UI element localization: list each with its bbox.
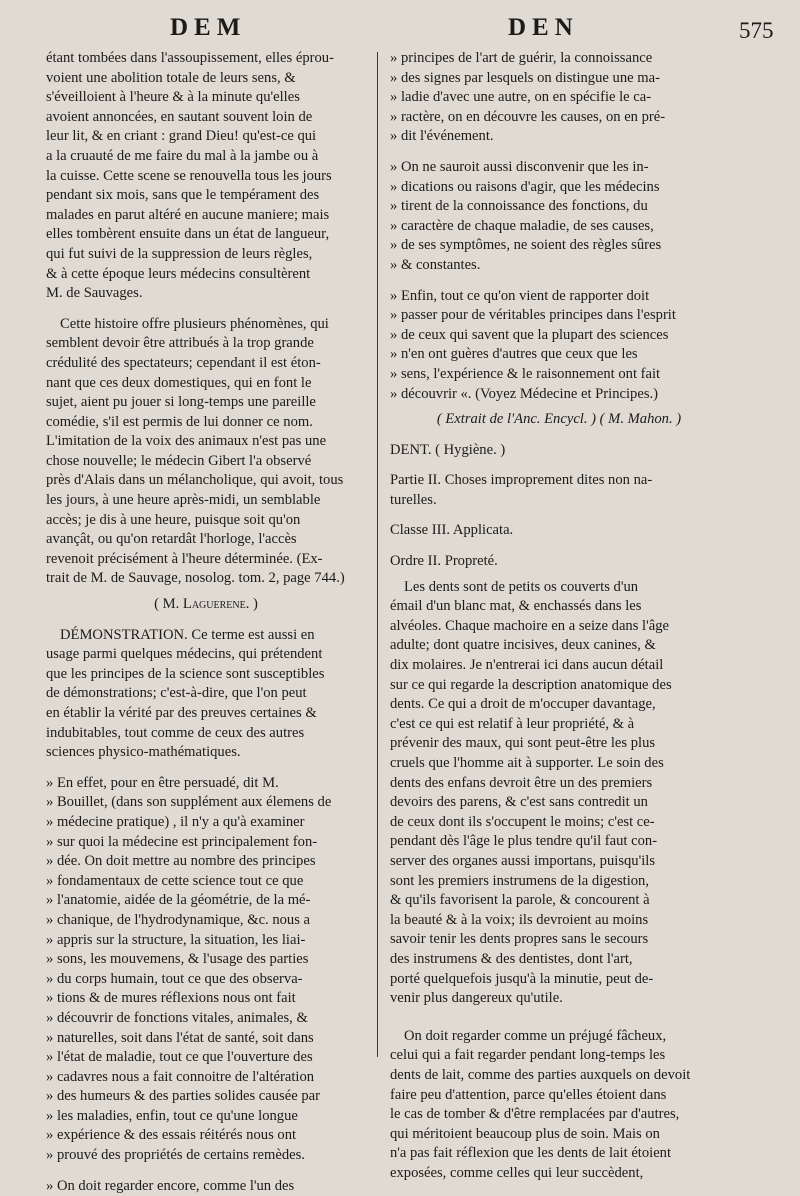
page-number: 575 — [739, 18, 774, 43]
column-divider — [377, 52, 378, 1057]
text-line: pendant six mois, sans que le tempérament des — [46, 187, 320, 204]
text-line: elles tombèrent ensuite dans un état de langueur, — [46, 226, 330, 243]
text-line: devoirs des parens, & c'est sans contredit un — [390, 794, 648, 811]
text-line: étant tombées dans l'assoupissement, elles éprou- — [46, 50, 334, 66]
text-line: qui fut suivi de la suppression de leurs règles, — [46, 245, 313, 262]
text-line: & à cette époque leurs médecins consultèrent — [46, 265, 311, 282]
text-line: M. de Sauvages. — [46, 285, 143, 302]
text-line: & qu'ils favorisent la parole, & concourent à — [390, 892, 650, 909]
text-line: crédulité des spectateurs; cependant il est éton- — [46, 354, 321, 371]
text-line: les jours, à une heure après-midi, un semblable — [46, 492, 321, 509]
text-line: indubitables, tout comme de ceux des autres — [46, 724, 305, 741]
text-line: » On ne sauroit aussi disconvenir que les in- — [390, 158, 649, 175]
text-line: sont les premiers instrumens de la digestion, — [390, 872, 649, 889]
text-line: celui qui a fait regarder pendant long-temps les — [390, 1047, 666, 1064]
text-line: dents. Ce qui a droit de m'occuper davantage, — [390, 696, 656, 713]
entry-title: DENT. ( Hygiène. ) — [390, 441, 506, 458]
text-line: » sur quoi la médecine est principalement fon- — [46, 833, 318, 850]
text-line: de démonstrations; c'est-à-dire, que l'on peut — [46, 685, 307, 702]
text-line: venir plus dangereux qu'utile. — [390, 990, 563, 1007]
right-para-2 — [390, 158, 728, 276]
entry-classe: Classe III. Applicata. — [390, 522, 514, 539]
text-line: pendant dès l'âge le plus tendre qu'il faut con- — [390, 833, 658, 850]
text-line: faire peu d'attention, parce qu'elles étoient dans — [390, 1086, 667, 1103]
text-line: » tions & de mures réflexions nous ont fait — [46, 990, 296, 1007]
text-line: de ceux dont ils s'occupent le moins; c'est ce- — [390, 813, 655, 830]
text-line: usage parmi quelques médecins, qui prétendent — [46, 646, 323, 663]
text-line: n'a pas fait réflexion que les dents de lait étoient — [390, 1145, 672, 1162]
signature-laguerene: ( M. Laguerene. ) — [154, 596, 258, 613]
text-line: » Bouillet, (dans son supplément aux élemens de — [46, 794, 332, 811]
text-line: » des signes par lesquels on distingue une ma- — [390, 69, 660, 86]
left-para-5 — [46, 1177, 366, 1196]
text-line: » appris sur la structure, la situation, les liai- — [46, 931, 306, 948]
text-line: » dit l'événement. — [390, 128, 494, 145]
text-line: accès; je dis à une heure, puisque soit qu'on — [46, 511, 301, 528]
text-line: voient une abolition totale de leurs sens, & — [46, 69, 296, 86]
text-line: dents des enfans devroit être un des premiers — [390, 774, 653, 791]
text-line: prévenir des maux, qui sont peut-être les plus — [390, 735, 656, 752]
text-line: sur ce qui regarde la description anatomique des — [390, 676, 672, 693]
text-line: adulte; dont quatre incisives, deux canines, & — [390, 637, 656, 654]
text-line: » découvrir «. (Voyez Médecine et Principes.) — [390, 385, 659, 402]
text-line: » principes de l'art de guérir, la connoissance — [390, 50, 653, 66]
signature-mahon: ( Extrait de l'Anc. Encycl. ) ( M. Mahon. ) — [436, 411, 682, 428]
text-line: avançât, ou qu'on retardât l'horloge, l'accès — [46, 531, 297, 548]
text-line: exposées, comme celles qui leur succèdent, — [390, 1164, 644, 1181]
text-line: Les dents sont de petits os couverts d'un — [404, 578, 639, 595]
text-line: » de ses symptômes, ne soient des règles sûres — [390, 237, 662, 254]
right-column — [390, 49, 728, 1183]
entry-partie: Partie II. Choses improprement dites non na- — [390, 472, 653, 489]
text-line: qui méritoient beaucoup plus de soin. Mais on — [390, 1125, 660, 1142]
text-line: nant que ces deux domestiques, qui en font le — [46, 374, 312, 391]
text-line: » cadavres nous a fait connoitre de l'altération — [46, 1068, 315, 1085]
text-line: » ladie d'avec une autre, on en spécifie le ca- — [390, 89, 652, 106]
text-line: savoir tenir les dents propres sans le secours — [390, 931, 649, 948]
header-right: DEN — [508, 14, 579, 41]
text-line: » dée. On doit mettre au nombre des principes — [46, 853, 316, 870]
text-line: revenoit précisément à l'heure déterminée. (Ex- — [46, 550, 323, 567]
text-line: » les maladies, enfin, tout ce qu'une longue — [46, 1107, 298, 1124]
text-line: la beauté & à la voix; ils devroient au moins — [390, 911, 649, 928]
text-line: » sens, l'expérience & le raisonnement ont fait — [390, 365, 661, 382]
text-line: des instrumens & des dentistes, dont l'art, — [390, 950, 633, 967]
text-line: » En effet, pour en être persuadé, dit M. — [46, 774, 279, 791]
header-left: DEM — [170, 14, 247, 41]
text-line: alvéoles. Chaque machoire en a seize dans l'âge — [390, 617, 669, 634]
text-line: » du corps humain, tout ce que des observa- — [46, 970, 303, 987]
text-line: porté quelquefois jusqu'à la minutie, peut de- — [390, 970, 654, 987]
text-line: » médecine pratique) , il n'y a qu'à examiner — [46, 813, 305, 830]
right-para-4 — [390, 578, 728, 1009]
text-line: avoient annoncées, en sautant souvent loin de — [46, 108, 313, 125]
text-line: c'est ce qui est relatif à leur propriété, & à — [390, 715, 635, 732]
text-line: malades en parut altéré en aucune maniere; mais — [46, 206, 330, 223]
text-line: Cette histoire offre plusieurs phénomènes, qui — [60, 315, 329, 332]
left-para-2 — [46, 315, 366, 589]
text-line: trait de M. de Sauvage, nosolog. tom. 2, page 744.) — [46, 570, 345, 587]
entry-ordre: Ordre II. Propreté. — [390, 553, 498, 570]
text-line: » Enfin, tout ce qu'on vient de rapporter doit — [390, 287, 650, 304]
text-line: leur lit, & en criant : grand Dieu! qu'est-ce qui — [46, 128, 317, 145]
text-line: » ractère, on en découvre les causes, on en pré- — [390, 108, 666, 125]
text-line: » naturelles, soit dans l'état de santé, soit dans — [46, 1029, 314, 1046]
text-line: s'éveilloient à l'heure & à la minute qu'elles — [46, 89, 300, 106]
text-line: » caractère de chaque maladie, de ses causes, — [390, 217, 654, 234]
text-line: » l'état de maladie, tout ce que l'ouverture des — [46, 1049, 313, 1066]
text-line: a la cruauté de me faire du mal à la jambe ou à — [46, 147, 319, 164]
left-para-4 — [46, 774, 366, 1166]
left-para-1 — [46, 49, 366, 304]
text-line: chose nouvelle; le médecin Gibert l'a observé — [46, 452, 312, 469]
text-line: server des organes aussi importans, puisqu'ils — [390, 852, 656, 869]
right-para-1 — [390, 49, 728, 147]
text-line: » fondamentaux de cette science tout ce que — [46, 872, 304, 889]
text-line: » dications ou raisons d'agir, que les médecins — [390, 178, 660, 195]
text-line: sciences physico-mathématiques. — [46, 744, 241, 761]
text-line: » prouvé des propriétés de certains remèdes. — [46, 1147, 305, 1164]
text-line: » sons, les mouvemens, & l'usage des parties — [46, 951, 309, 968]
text-line: dents de lait, comme des parties auxquels on devoit — [390, 1066, 691, 1083]
text-line: » découvrir de fonctions vitales, animales, & — [46, 1009, 308, 1026]
text-line: semblent devoir être attribués à la trop grande — [46, 335, 314, 352]
text-line: près d'Alais dans un mélancholique, qui avoit, tous — [46, 472, 344, 489]
right-para-3 — [390, 287, 728, 405]
text-line: en établir la vérité par des preuves certaines & — [46, 705, 317, 721]
text-line: On doit regarder comme un préjugé fâcheux, — [404, 1027, 667, 1044]
text-line: » expérience & des essais réitérés nous ont — [46, 1127, 297, 1144]
left-para-3 — [46, 626, 366, 763]
text-line: comédie, s'il est permis de lui donner ce nom. — [46, 413, 313, 430]
text-line: » de ceux qui savent que la plupart des sciences — [390, 326, 669, 343]
text-line: » passer pour de véritables principes dans l'esprit — [390, 307, 676, 324]
text-line: le cas de tomber & d'être remplacées par d'autres, — [390, 1106, 680, 1123]
text-line: la cuisse. Cette scene se renouvella tous les jours — [46, 167, 332, 184]
text-line: » tirent de la connoissance des fonctions, du — [390, 198, 648, 215]
text-line: que les principes de la science sont susceptibles — [46, 665, 325, 682]
right-para-5 — [390, 1027, 728, 1184]
text-line: DÉMONSTRATION. Ce terme est aussi en — [60, 626, 315, 643]
text-line: dix molaires. Je n'entrerai ici dans aucun détail — [390, 657, 664, 674]
text-line: » l'anatomie, aidée de la géométrie, de la mé- — [46, 892, 311, 909]
text-line: émail d'un blanc mat, & enchassés dans les — [390, 598, 642, 615]
text-line: » chanique, de l'hydrodynamique, &c. nous a — [46, 911, 311, 928]
text-line: L'imitation de la voix des animaux n'est pas une — [46, 433, 327, 450]
entry-partie-cont: turelles. — [390, 491, 437, 508]
text-line: » On doit regarder encore, comme l'un des — [46, 1177, 295, 1194]
text-line: » des humeurs & des parties solides causée par — [46, 1088, 320, 1105]
text-line: sujet, aient pu jouer si long-temps une pareille — [46, 394, 316, 411]
left-column — [46, 49, 366, 1196]
text-line: » & constantes. — [390, 256, 481, 273]
text-line: cruels que l'homme ait à supporter. Le soin des — [390, 755, 664, 771]
text-line: » n'en ont guères d'autres que ceux que les — [390, 346, 638, 363]
